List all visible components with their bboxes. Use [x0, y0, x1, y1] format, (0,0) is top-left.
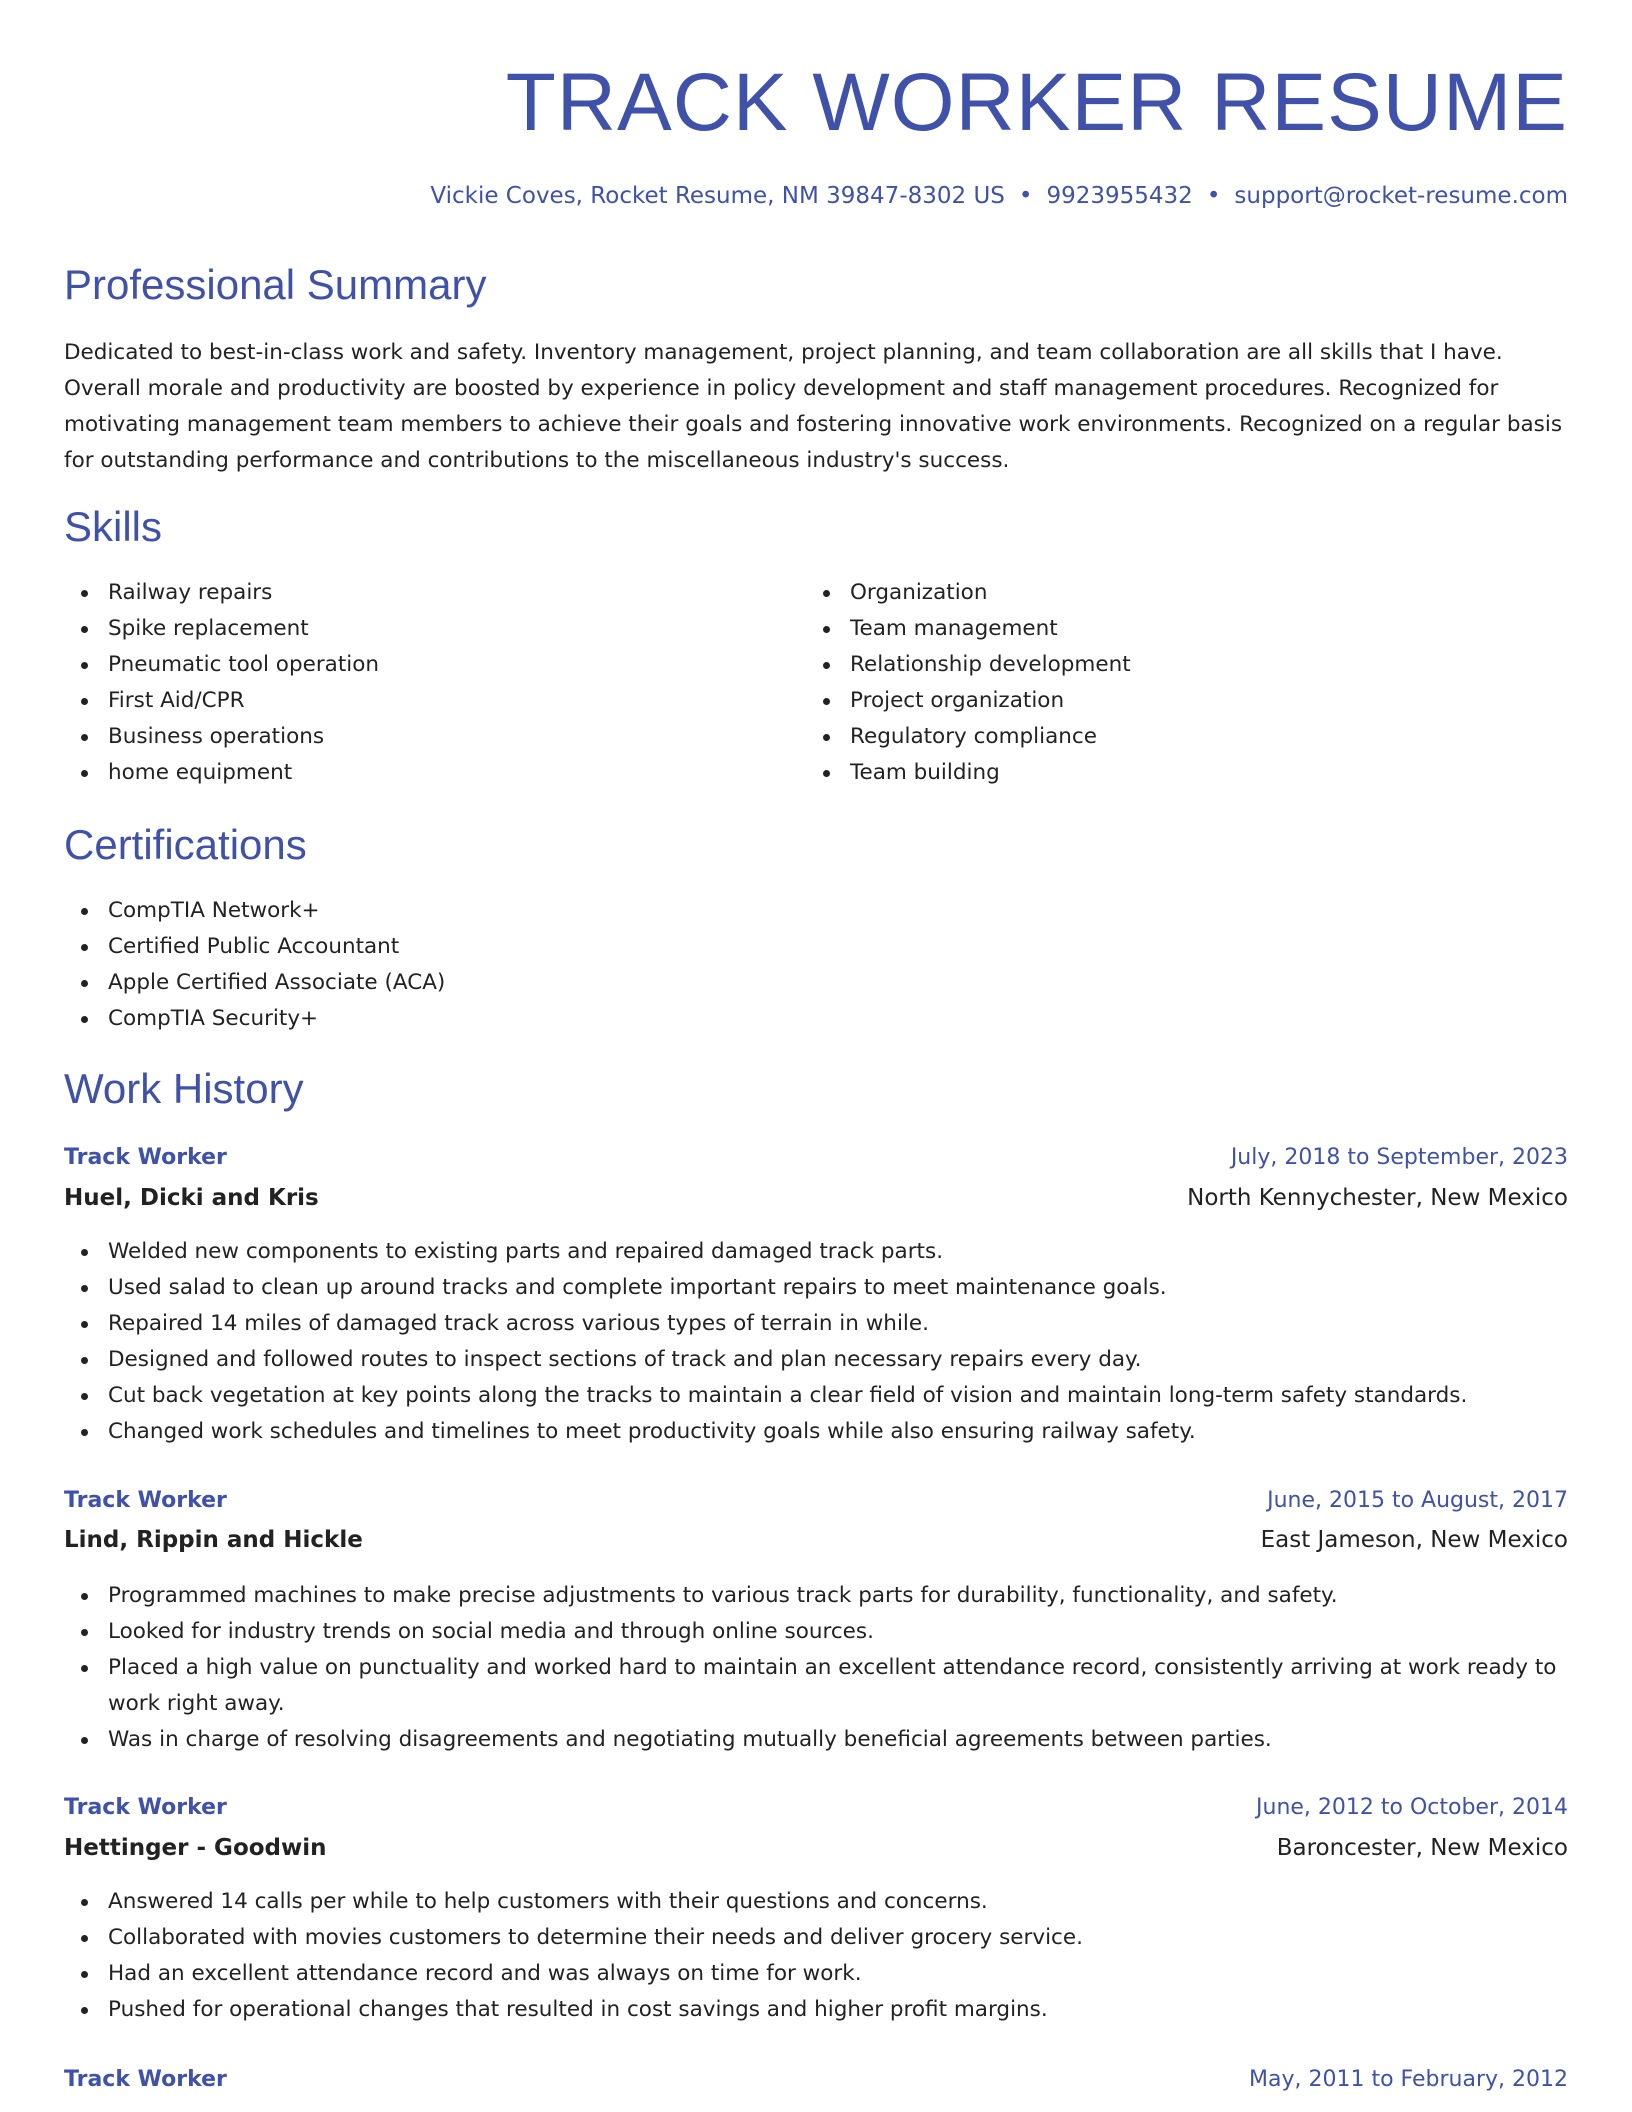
- skill-item: Team management: [806, 611, 1546, 647]
- job-bullet: Repaired 14 miles of damaged track across various types of terrain in while.: [64, 1306, 1568, 1342]
- job-bullets: [64, 1234, 1568, 1450]
- job-bullet: Looked for industry trends on social media and through online sources.: [64, 1614, 1568, 1650]
- contact-email[interactable]: support@rocket-resume.com: [1234, 183, 1568, 209]
- skill-item: Project organization: [806, 683, 1546, 719]
- contact-phone: 9923955432: [1046, 183, 1193, 209]
- job-dates: May, 2011 to February, 2012: [1249, 2067, 1568, 2092]
- skill-item: Spike replacement: [64, 611, 804, 647]
- skill-item: Pneumatic tool operation: [64, 647, 804, 683]
- skills-heading: Skills: [64, 503, 163, 550]
- job-bullets: [64, 1578, 1568, 1758]
- job-title: Track Worker: [64, 1795, 227, 1820]
- skill-item: Team building: [806, 755, 1546, 791]
- certification-item: CompTIA Security+: [64, 1001, 1568, 1037]
- job-title: Track Worker: [64, 1488, 227, 1513]
- job-company: Huel, Dicki and Kris: [64, 1185, 319, 1211]
- job-bullet: Was in charge of resolving disagreements and negotiating mutually beneficial agreements between parties.: [64, 1722, 1568, 1758]
- certifications-heading: Certifications: [64, 821, 307, 868]
- job-bullet: Pushed for operational changes that resulted in cost savings and higher profit margins.: [64, 1992, 1568, 2028]
- certifications-list: [64, 893, 1568, 1037]
- job-title: Track Worker: [64, 1145, 227, 1170]
- skill-item: Business operations: [64, 719, 804, 755]
- contact-separator: •: [1206, 183, 1221, 209]
- skill-item: First Aid/CPR: [64, 683, 804, 719]
- job-bullet: Used salad to clean up around tracks and complete important repairs to meet maintenance goals.: [64, 1270, 1568, 1306]
- job-bullet: Had an excellent attendance record and was always on time for work.: [64, 1956, 1568, 1992]
- skill-item: home equipment: [64, 755, 804, 791]
- job-dates: July, 2018 to September, 2023: [1230, 1145, 1568, 1170]
- skill-item: Railway repairs: [64, 575, 804, 611]
- job-bullet: Answered 14 calls per while to help customers with their questions and concerns.: [64, 1884, 1568, 1920]
- job-bullet: Programmed machines to make precise adjustments to various track parts for durability, functionality, and safety.: [64, 1578, 1568, 1614]
- contact-address: Vickie Coves, Rocket Resume, NM 39847-8302 US: [430, 183, 1005, 209]
- skill-item: Regulatory compliance: [806, 719, 1546, 755]
- job-bullet: Cut back vegetation at key points along the tracks to maintain a clear field of vision and maintain long-term safety standards.: [64, 1378, 1568, 1414]
- job-bullet: Placed a high value on punctuality and worked hard to maintain an excellent attendance record, consistently arriving at work ready to work right away.: [64, 1650, 1568, 1722]
- resume-title: TRACK WORKER RESUME: [505, 57, 1568, 148]
- job-bullet: Changed work schedules and timelines to meet productivity goals while also ensuring railway safety.: [64, 1414, 1568, 1450]
- job-bullet: Welded new components to existing parts and repaired damaged track parts.: [64, 1234, 1568, 1270]
- summary-heading: Professional Summary: [64, 261, 487, 308]
- certification-item: Certified Public Accountant: [64, 929, 1568, 965]
- job-location: Baroncester, New Mexico: [1276, 1835, 1568, 1861]
- skills-list-right: [806, 575, 1546, 791]
- job-company: Lind, Rippin and Hickle: [64, 1527, 363, 1553]
- contact-separator: •: [1018, 183, 1033, 209]
- skill-item: Relationship development: [806, 647, 1546, 683]
- job-bullets: [64, 1884, 1568, 2028]
- certification-item: Apple Certified Associate (ACA): [64, 965, 1568, 1001]
- work-history-heading: Work History: [64, 1065, 304, 1112]
- summary-text: Dedicated to best-in-class work and safety. Inventory management, project planning, and team collaboration are all skills that I have. Overall morale and productivity are boosted by experience in policy development and staff management procedures. Recognized for motivating management team members to achieve their goals and fostering innovative work environments. Recognized on a regular basis for outstanding performance and contributions to the miscellaneous industry's success.: [64, 340, 1563, 473]
- job-location: North Kennychester, New Mexico: [1187, 1185, 1568, 1211]
- job-company: Hettinger - Goodwin: [64, 1835, 327, 1861]
- skill-item: Organization: [806, 575, 1546, 611]
- skills-list-left: [64, 575, 804, 791]
- contact-line: [430, 180, 1568, 212]
- job-title: Track Worker: [64, 2067, 227, 2092]
- job-location: East Jameson, New Mexico: [1260, 1527, 1568, 1553]
- job-bullet: Collaborated with movies customers to determine their needs and deliver grocery service.: [64, 1920, 1568, 1956]
- certification-item: CompTIA Network+: [64, 893, 1568, 929]
- job-dates: June, 2015 to August, 2017: [1267, 1488, 1568, 1513]
- job-bullet: Designed and followed routes to inspect sections of track and plan necessary repairs every day.: [64, 1342, 1568, 1378]
- job-dates: June, 2012 to October, 2014: [1256, 1795, 1568, 1820]
